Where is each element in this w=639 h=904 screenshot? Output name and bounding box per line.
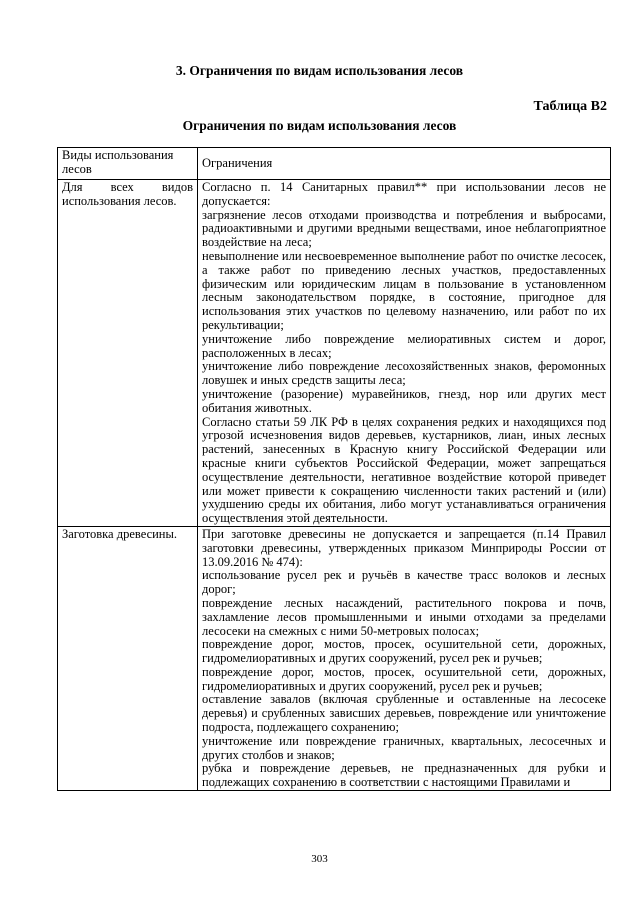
- restriction-paragraph: уничтожение (разорение) муравейников, гнезд, нор или других мест обитания животных.: [202, 386, 606, 415]
- table-number: Таблица В2: [533, 99, 607, 114]
- row-kind: Для всех видов использования лесов.: [58, 180, 198, 527]
- table-row: [58, 526, 611, 790]
- restriction-paragraph: уничтожение либо повреждение лесохозяйственных знаков, феромонных ловушек и иных средств защиты леса;: [202, 359, 606, 388]
- header-restrictions: Ограничения: [198, 148, 611, 180]
- restriction-paragraph: невыполнение или несвоевременное выполнение работ по очистке лесосек, а также работ по приведению лесных участков, предоставленных физическим или юридическим лицам в пользование в установленном лесным законодательством порядке, в состояние, пригодное для использования этих участков по целевому назначению, или работ по их рекультивации;: [202, 248, 606, 332]
- restriction-paragraph: оставление завалов (включая срубленные и оставленные на лесосеке деревья) и срубленных зависших деревьев, повреждение или уничтожение подроста, подлежащего сохранению;: [202, 692, 606, 735]
- section-heading: 3. Ограничения по видам использования лесов: [175, 63, 464, 78]
- restriction-paragraph: повреждение дорог, мостов, просек, осушительной сети, дорожных, гидромелиоративных и других сооружений, русел рек и ручьев;: [202, 637, 606, 666]
- restriction-paragraph: уничтожение либо повреждение мелиоративных систем и дорог, расположенных в лесах;: [202, 331, 606, 360]
- row-restrictions: [198, 180, 611, 527]
- table-row: [58, 180, 611, 527]
- restriction-paragraph: повреждение дорог, мостов, просек, осушительной сети, дорожных, гидромелиоративных и других сооружений, русел рек и ручьев;: [202, 664, 606, 693]
- restriction-paragraph: загрязнение лесов отходами производства и потребления и выбросами, радиоактивными и другими вредными веществами, иное неблагоприятное воздействие на леса;: [202, 207, 606, 250]
- row-kind: Заготовка древесины.: [58, 526, 198, 790]
- restriction-paragraph: уничтожение или повреждение граничных, квартальных, лесосечных и других столбов и знаков;: [202, 733, 606, 762]
- table-title: Ограничения по видам использования лесов: [182, 118, 457, 133]
- page-number: 303: [311, 853, 328, 865]
- header-kind: Виды использования лесов: [58, 148, 198, 180]
- row-restrictions: [198, 526, 611, 790]
- table-header-row: [58, 148, 611, 180]
- restriction-paragraph: использование русел рек и ручьёв в качестве трасс волоков и лесных дорог;: [202, 568, 606, 597]
- restrictions-table: [57, 147, 611, 791]
- table-clip: [57, 147, 613, 831]
- restriction-paragraph: При заготовке древесины не допускается и запрещается (п.14 Правил заготовки древесины, утвержденных приказом Минприроды России от 13.09.2016 № 474):: [202, 526, 606, 569]
- restriction-paragraph: Согласно статьи 59 ЛК РФ в целях сохранения редких и находящихся под угрозой исчезновения видов деревьев, кустарников, лиан, иных лесных растений, занесенных в Красную книгу Российской Федерации или красные книги субъектов Российской Федерации, может запрещаться осуществление деятельности, негативное воздействие которой приведет или может привести к сокращению численности таких растений и (или) ухудшению среды их обитания, либо могут устанавливаться ограничения осуществления этой деятельности.: [202, 414, 606, 526]
- restriction-paragraph: повреждение лесных насаждений, растительного покрова и почв, захламление лесов промышленными и иными отходами за пределами лесосеки на смежных с ними 50-метровых полосах;: [202, 595, 606, 638]
- restriction-paragraph: рубка и повреждение деревьев, не предназначенных для рубки и подлежащих сохранению в соответствии с настоящими Правилами и: [202, 761, 606, 790]
- restriction-paragraph: Согласно п. 14 Санитарных правил** при использовании лесов не допускается:: [202, 180, 606, 208]
